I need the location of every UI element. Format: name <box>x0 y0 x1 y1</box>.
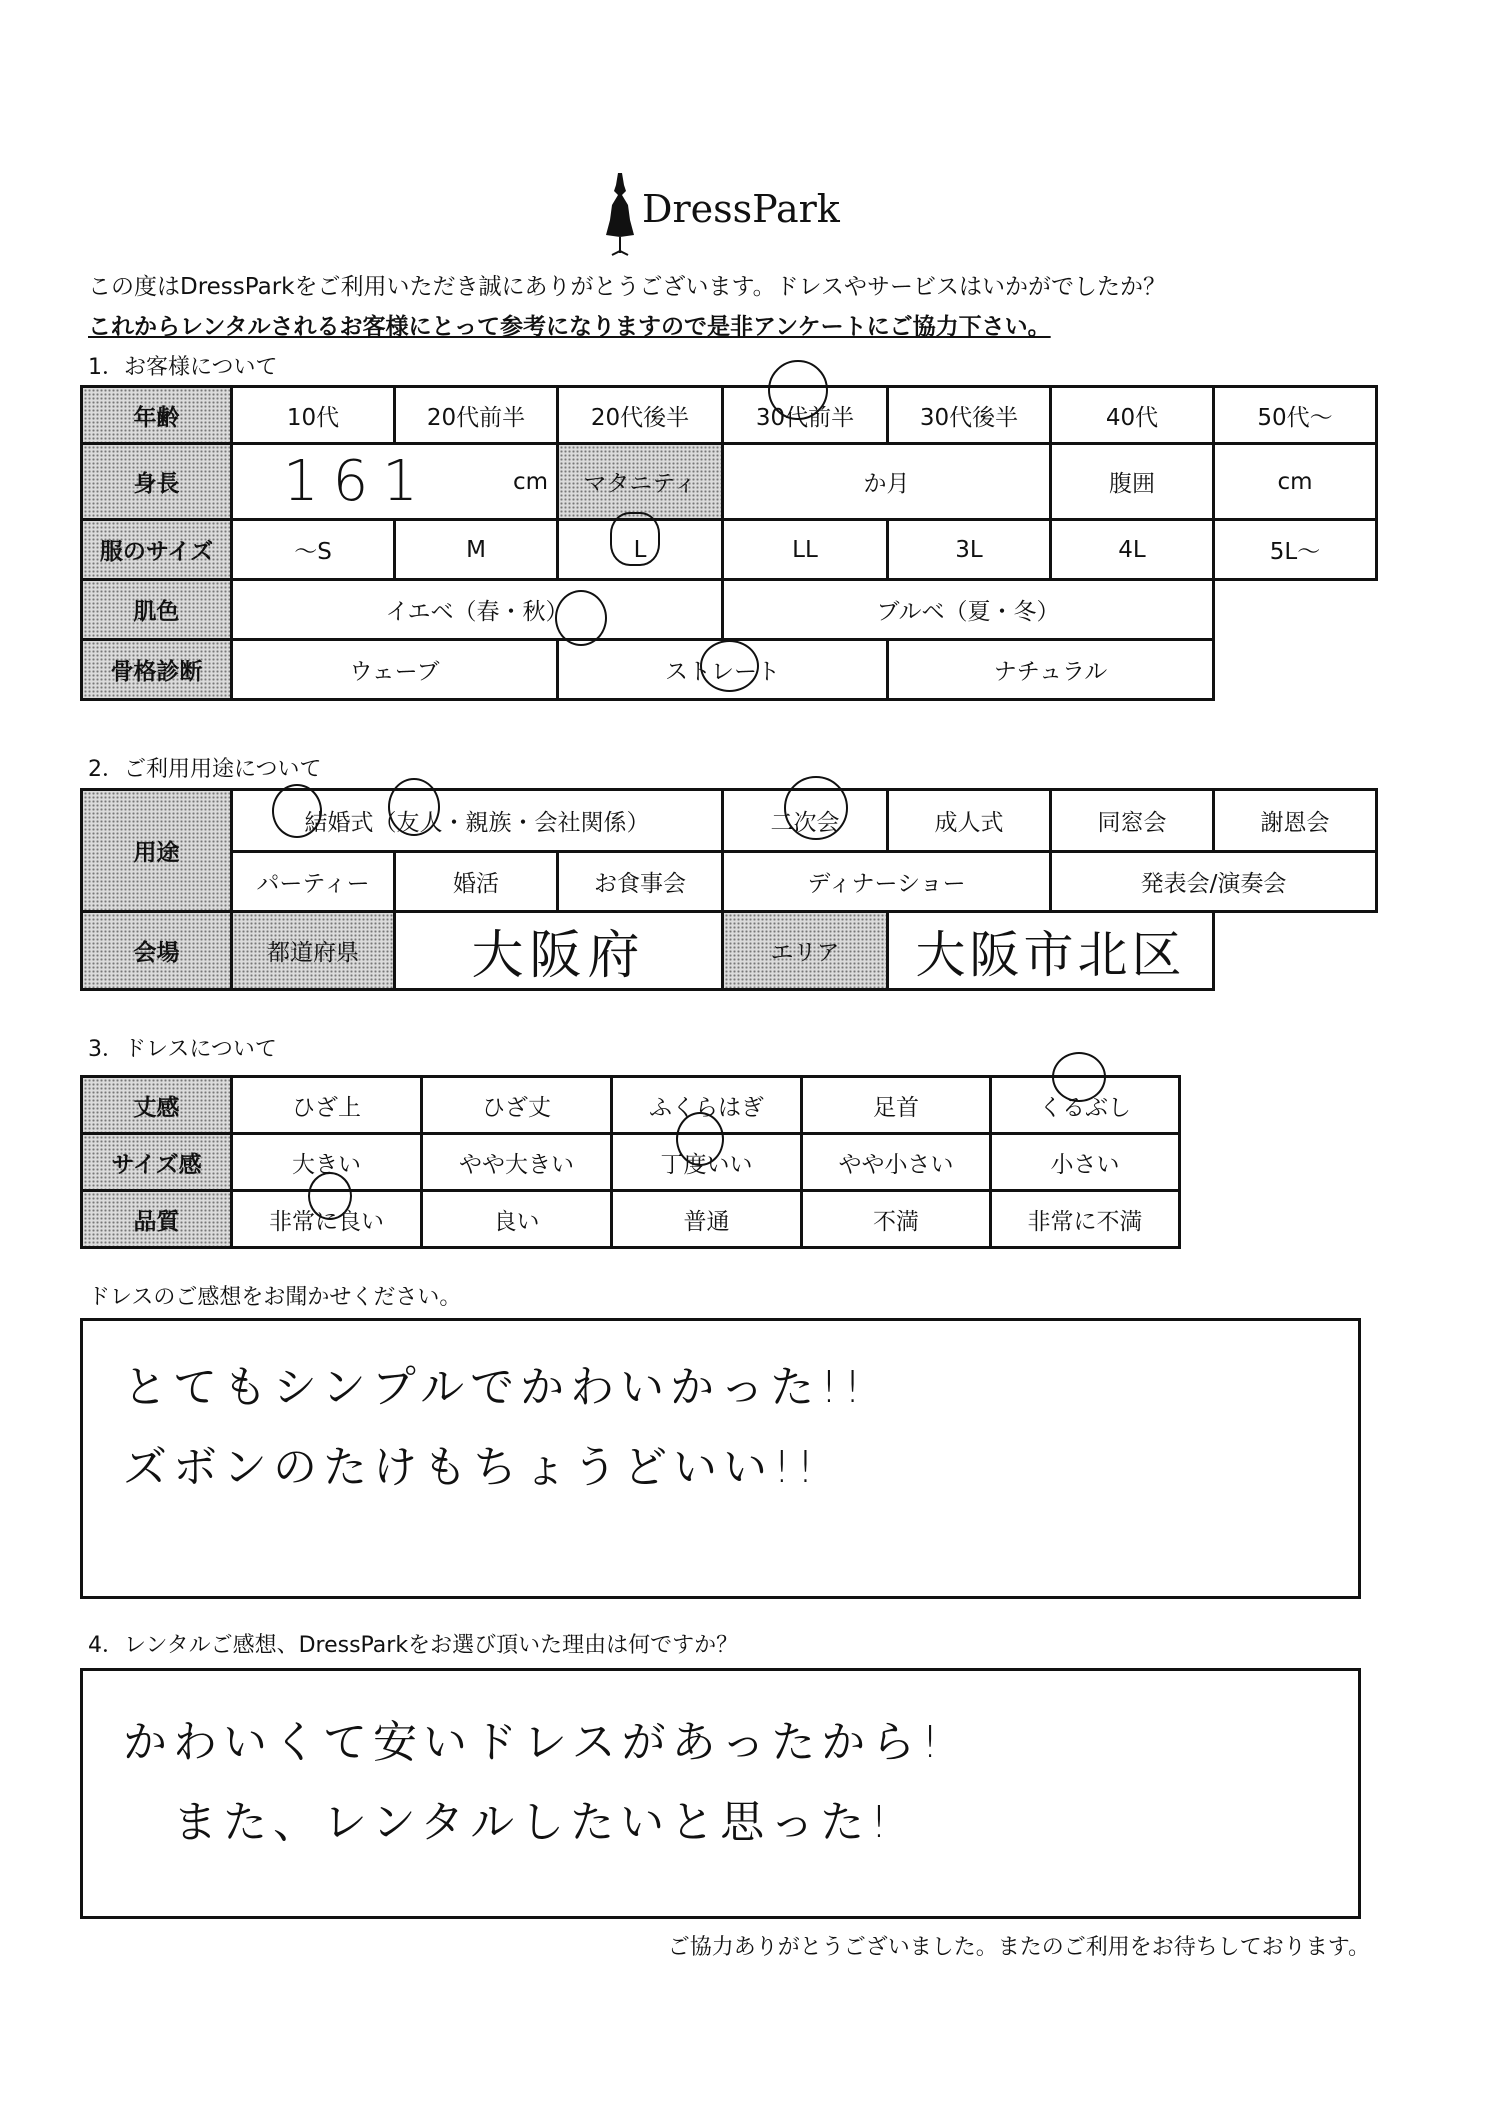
prefecture-value[interactable]: 大阪府 <box>395 912 723 990</box>
size-option-selected[interactable]: L <box>558 520 723 580</box>
age-label: 年齢 <box>82 387 232 444</box>
section2-title: 2．ご利用用途について <box>88 757 322 782</box>
age-option[interactable]: 50代～ <box>1214 387 1377 444</box>
usage-table <box>80 788 1378 991</box>
maternity-label: マタニティ <box>558 444 723 520</box>
dress-impression-box[interactable] <box>80 1318 1361 1599</box>
section3-title: 3．ドレスについて <box>88 1037 277 1062</box>
frame-option[interactable]: ナチュラル <box>888 640 1214 700</box>
reason-line: また、レンタルしたいと思った! <box>173 1797 894 1848</box>
reason-box[interactable] <box>80 1668 1361 1919</box>
age-option[interactable]: 20代前半 <box>395 387 558 444</box>
age-option-selected[interactable]: 30代前半 <box>723 387 888 444</box>
frame-option[interactable]: ウェーブ <box>232 640 558 700</box>
length-option-selected[interactable]: くるぶし <box>991 1077 1180 1134</box>
purpose-option[interactable]: 婚活 <box>395 852 558 912</box>
purpose-option[interactable]: お食事会 <box>558 852 723 912</box>
section4-title: 4．レンタルご感想、DressParkをお選び頂いた理由は何ですか？ <box>88 1633 739 1658</box>
age-option[interactable]: 20代後半 <box>558 387 723 444</box>
fit-option[interactable]: 大きい <box>232 1134 422 1191</box>
quality-label: 品質 <box>82 1191 232 1248</box>
size-option[interactable]: LL <box>723 520 888 580</box>
size-label: 服のサイズ <box>82 520 232 580</box>
impression-line: とてもシンプルでかわいかった!! <box>123 1362 868 1413</box>
thanks-text: ご協力ありがとうございました。またのご利用をお待ちしております。 <box>667 1935 1370 1960</box>
skin-yellow-option[interactable]: イエベ（春・秋） <box>232 580 723 640</box>
fit-label: サイズ感 <box>82 1134 232 1191</box>
quality-option[interactable]: 普通 <box>612 1191 802 1248</box>
size-option[interactable]: 3L <box>888 520 1051 580</box>
impression-line: ズボンのたけもちょうどいい!! <box>123 1442 821 1493</box>
length-option[interactable]: ひざ上 <box>232 1077 422 1134</box>
purpose-label: 用途 <box>82 790 232 912</box>
area-value[interactable]: 大阪市北区 <box>888 912 1214 990</box>
length-option[interactable]: ふくらはぎ <box>612 1077 802 1134</box>
reason-line: かわいくて安いドレスがあったから! <box>123 1717 945 1768</box>
fit-option[interactable]: やや小さい <box>802 1134 991 1191</box>
after-party-option[interactable]: 二次会 <box>723 790 888 852</box>
height-field[interactable] <box>232 444 558 520</box>
size-option[interactable]: 4L <box>1051 520 1214 580</box>
purpose-option[interactable]: パーティー <box>232 852 395 912</box>
maternity-months[interactable]: か月 <box>723 444 1051 520</box>
venue-label: 会場 <box>82 912 232 990</box>
height-value: 161 <box>283 449 432 514</box>
size-option[interactable]: 5L～ <box>1214 520 1377 580</box>
section1-title: 1．お客様について <box>88 355 278 380</box>
fit-option[interactable]: やや大きい <box>422 1134 612 1191</box>
skin-label: 肌色 <box>82 580 232 640</box>
height-unit: cm <box>512 468 548 495</box>
dress-icon <box>600 165 640 260</box>
quality-option[interactable]: 不満 <box>802 1191 991 1248</box>
size-option[interactable]: ～S <box>232 520 395 580</box>
purpose-option[interactable]: 発表会/演奏会 <box>1051 852 1377 912</box>
quality-option[interactable]: 良い <box>422 1191 612 1248</box>
customer-table <box>80 385 1378 701</box>
area-label: エリア <box>723 912 888 990</box>
dresspark-logo <box>600 165 860 260</box>
length-option[interactable]: 足首 <box>802 1077 991 1134</box>
dress-impression-title: ドレスのご感想をお聞かせください。 <box>88 1285 462 1310</box>
waist-label: 腹囲 <box>1051 444 1214 520</box>
length-option[interactable]: ひざ丈 <box>422 1077 612 1134</box>
purpose-option[interactable]: ディナーショー <box>723 852 1051 912</box>
size-option[interactable]: M <box>395 520 558 580</box>
frame-label: 骨格診断 <box>82 640 232 700</box>
dress-table <box>80 1075 1181 1249</box>
age-option[interactable]: 30代後半 <box>888 387 1051 444</box>
age-option[interactable]: 10代 <box>232 387 395 444</box>
intro-text: この度はDressParkをご利用いただき誠にありがとうございます。ドレスやサービスはいかがでしたか？ <box>88 274 1166 300</box>
quality-option-selected[interactable]: 非常に良い <box>232 1191 422 1248</box>
purpose-option[interactable]: 同窓会 <box>1051 790 1214 852</box>
purpose-option[interactable]: 成人式 <box>888 790 1051 852</box>
purpose-option[interactable]: 謝恩会 <box>1214 790 1377 852</box>
waist-unit[interactable]: cm <box>1214 444 1377 520</box>
intro-request: これからレンタルされるお客様にとって参考になりますので是非アンケートにご協力下さい。 <box>88 314 1051 340</box>
frame-option-selected[interactable]: ストレート <box>558 640 888 700</box>
height-label: 身長 <box>82 444 232 520</box>
wedding-option[interactable]: 結婚式（友人・親族・会社関係） <box>232 790 723 852</box>
quality-option[interactable]: 非常に不満 <box>991 1191 1180 1248</box>
length-label: 丈感 <box>82 1077 232 1134</box>
age-option[interactable]: 40代 <box>1051 387 1214 444</box>
prefecture-label: 都道府県 <box>232 912 395 990</box>
brand-name: DressPark <box>642 187 840 231</box>
fit-option-selected[interactable]: 丁度いい <box>612 1134 802 1191</box>
skin-blue-option[interactable]: ブルベ（夏・冬） <box>723 580 1214 640</box>
fit-option[interactable]: 小さい <box>991 1134 1180 1191</box>
